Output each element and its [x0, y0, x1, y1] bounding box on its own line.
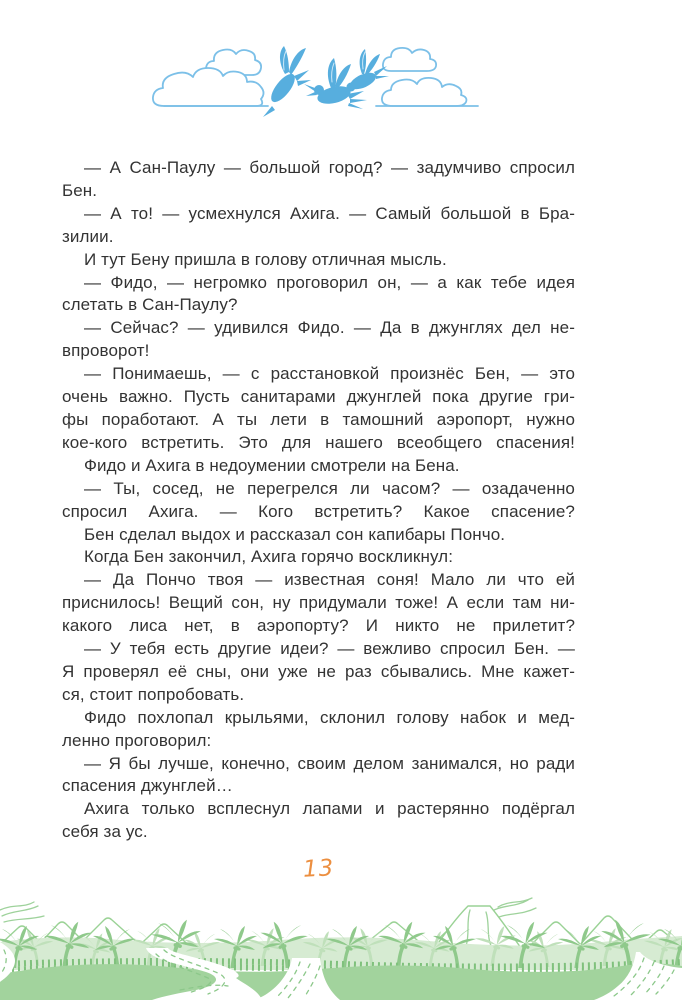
text-line: — А Сан-Паулу — большой город? — задумчиво спросил: [84, 158, 575, 177]
text-line: Когда Бен закончил, Ахига горячо воскликнул:: [84, 547, 454, 567]
paragraph: [62, 524, 575, 547]
text-line: слетать в Сан-Паулу?: [62, 295, 238, 315]
text-line: — Да Пончо твоя — известная соня! Мало ли что ей: [84, 570, 575, 590]
text-line: — Сейчас? — удивился Фидо. — Да в джунглях дел не-: [84, 318, 575, 338]
page-number: 13: [302, 855, 335, 883]
paragraph: [62, 363, 575, 455]
text-line: И тут Бену пришла в голову отличная мысль.: [84, 249, 447, 269]
paragraph: [62, 478, 575, 524]
text-line: впроворот!: [62, 341, 150, 361]
paragraph: [62, 249, 575, 272]
text-line: себя за ус.: [62, 822, 148, 842]
paragraph: [62, 753, 575, 799]
text-line: спросил Ахига. — Кого встретить? Какое спасение?: [62, 501, 575, 521]
text-line: — Ты, сосед, не перегрелся ли часом? — озадаченно: [84, 478, 575, 498]
text-line: приснилось! Вещий сон, ну придумали тоже! А если там ни-: [62, 593, 575, 613]
text-line: какого лиса нет, в аэропорту? И никто не прилетит?: [62, 616, 575, 636]
text-line: Бен.: [62, 180, 98, 200]
text-line: Фидо похлопал крыльями, склонил голову набок и мед-: [84, 707, 575, 727]
text-line: — Фидо, — негромко проговорил он, — а как тебе идея: [84, 272, 575, 292]
paragraph: [62, 203, 575, 249]
jungle-svg: [0, 894, 682, 1000]
cloud-icon: [383, 48, 436, 71]
paragraph: [62, 317, 575, 363]
text-line: Я проверял её сны, они уже не раз сбывались. Мне кажет-: [62, 661, 575, 681]
smoke-icon: [0, 902, 44, 922]
paragraph: [62, 455, 575, 478]
paragraph: [62, 272, 575, 318]
bird-icon: [263, 46, 311, 117]
paragraph: [62, 707, 575, 753]
paragraph: [62, 546, 575, 569]
text-line: Бен сделал выдох и рассказал сон капибары Пончо.: [84, 524, 506, 544]
text-line: — Понимаешь, — с расстановкой произнёс Бен, — это: [84, 364, 575, 384]
cloud-icon: [376, 78, 478, 106]
text-line: — У тебя есть другие идеи? — вежливо спросил Бен. —: [84, 639, 575, 659]
paragraph: [62, 157, 575, 203]
paragraph: [62, 638, 575, 707]
text-line: Фидо и Ахига в недоумении смотрели на Бена.: [84, 455, 460, 475]
text-line: очень важно. Пусть санитарами джунглей пока другие гри-: [62, 387, 575, 407]
text-line: спасения джунглей…: [62, 776, 233, 796]
text-line: ленно проговорил:: [62, 730, 212, 750]
text-line: Ахига только всплеснул лапами и растерянно подёргал: [84, 799, 575, 819]
jungle-footer-illustration: [0, 894, 682, 1000]
text-line: — Я бы лучше, конечно, своим делом занимался, но ради: [84, 753, 575, 773]
story-text: [62, 157, 575, 844]
text-line: — А то! — усмехнулся Ахига. — Самый большой в Бра-: [84, 203, 575, 223]
paragraph: [62, 798, 575, 844]
text-line: фы поработают. А ты лети в тамошний аэропорт, нужно: [62, 409, 575, 429]
paragraph: [62, 569, 575, 638]
text-line: зилии.: [62, 226, 114, 246]
text-line: ся, стоит попробовать.: [62, 684, 245, 704]
birds-clouds-illustration: [148, 42, 484, 126]
birds-clouds-svg: [148, 42, 484, 126]
text-line: кое-кого встретить. Это для нашего всеобщего спасения!: [62, 432, 575, 452]
